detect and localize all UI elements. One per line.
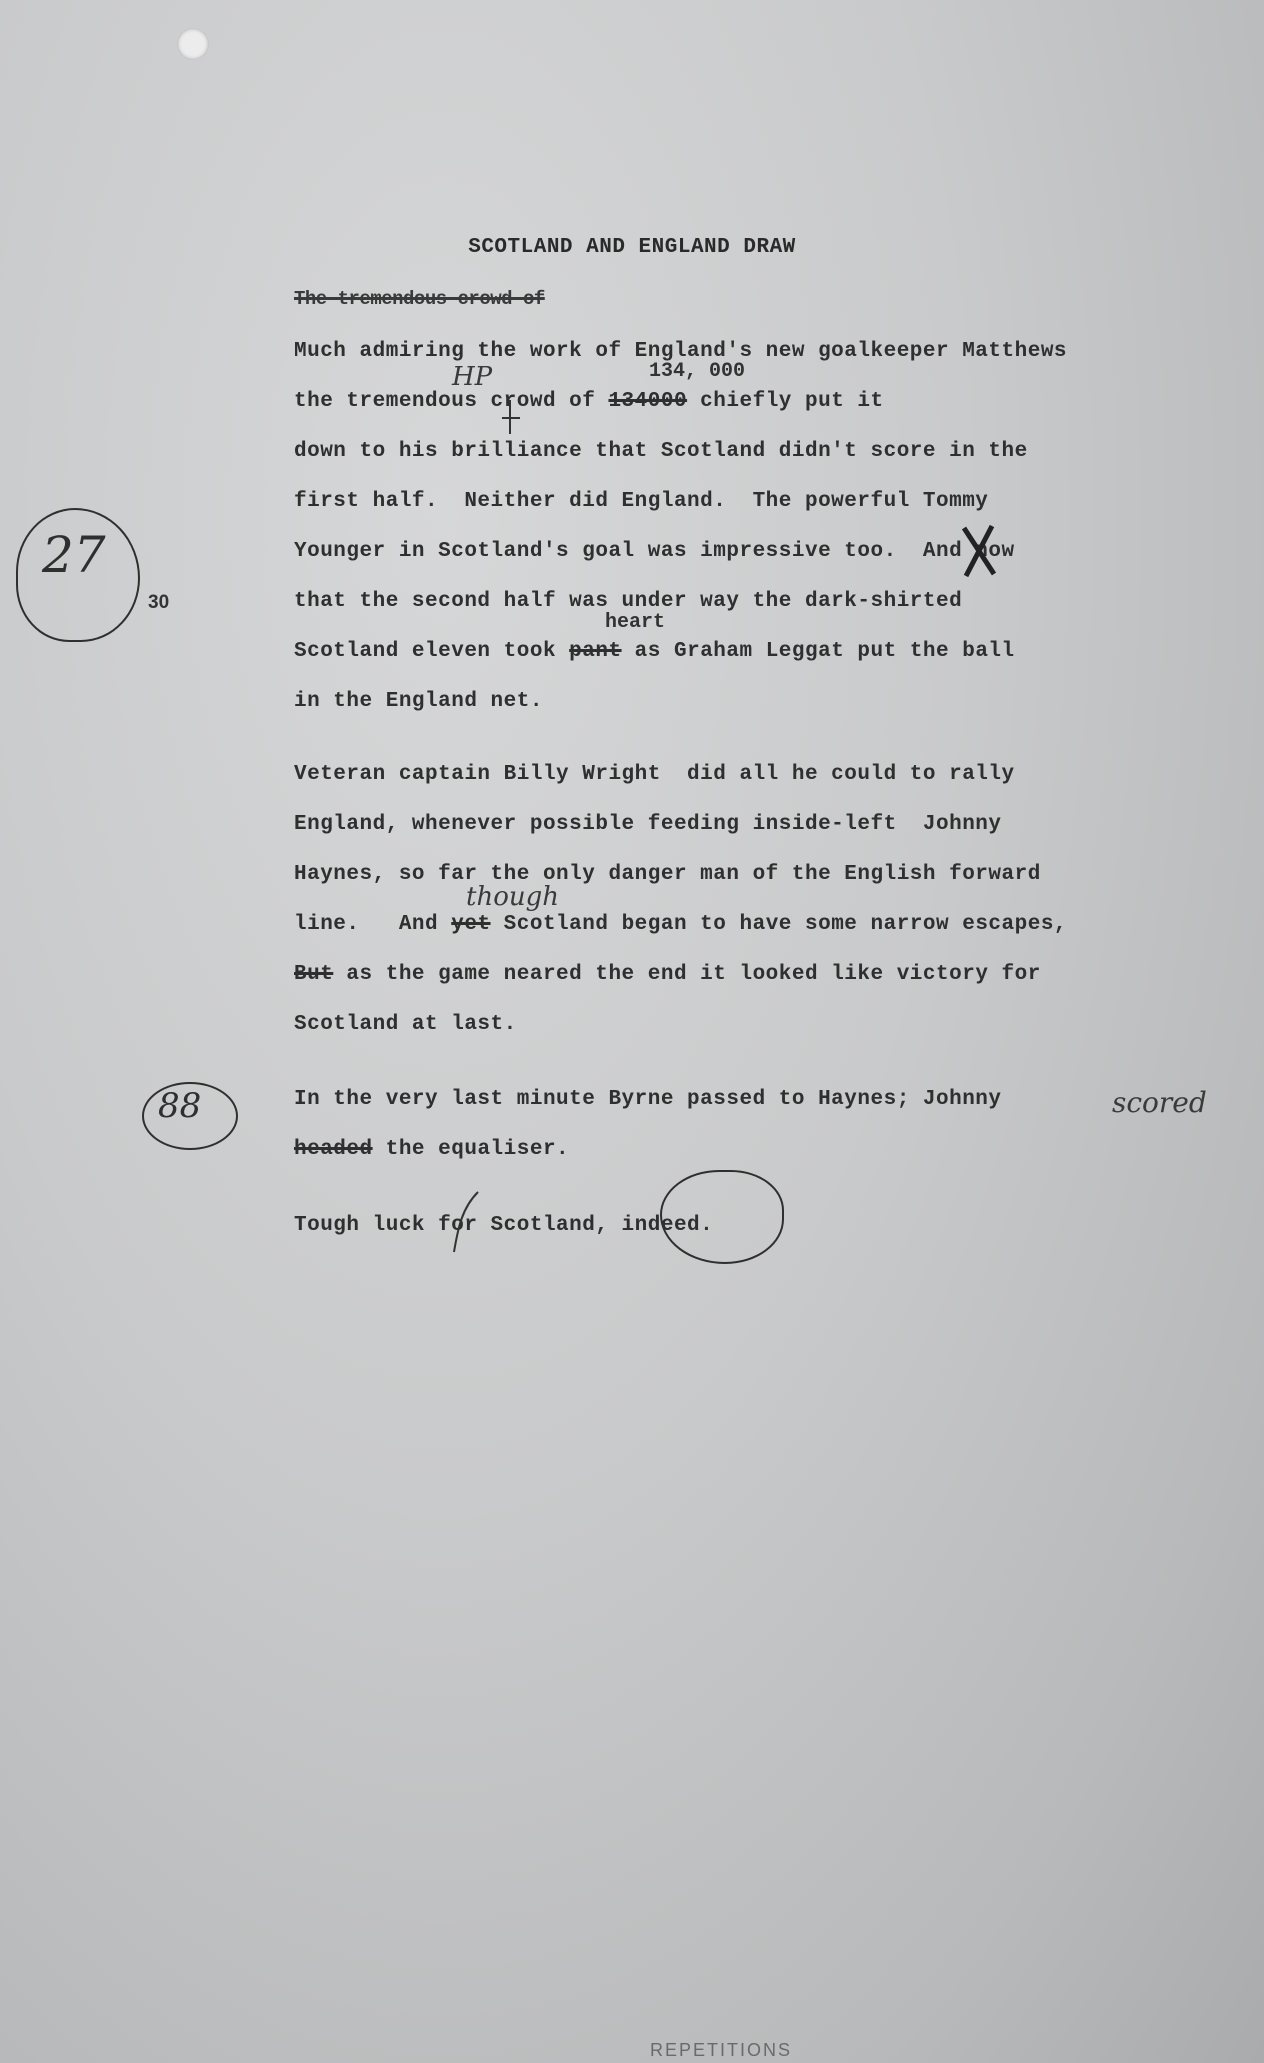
handwritten-hp-mark: HP	[452, 362, 493, 392]
bracket-mark	[448, 1188, 488, 1258]
line-text-before: the tremendous crowd of	[294, 390, 609, 413]
text-line: in the England net.	[294, 690, 543, 713]
margin-number-30: 30	[148, 592, 170, 613]
footer-stamp: REPETITIONS	[650, 2040, 793, 2060]
circled-number-88: 88	[158, 1086, 202, 1126]
text-line	[294, 1125, 1174, 1175]
paragraph-2	[294, 750, 1174, 1050]
text-line: that the second half was under way the dark-shirted	[294, 590, 963, 613]
text-line: Much admiring the work of England's new goalkeeper Matthews	[294, 340, 1068, 363]
text-line: down to his brilliance that Scotland didn't score in the	[294, 440, 1028, 463]
struck-word: pant	[569, 640, 622, 663]
inserted-crowd-number: 134, 000	[649, 360, 746, 383]
line-text-after: Scotland began to have some narrow escapes,	[490, 913, 1068, 936]
document-title: SCOTLAND AND ENGLAND DRAW	[468, 236, 796, 259]
indeed-circle-annotation	[660, 1170, 784, 1264]
punch-hole	[177, 28, 209, 60]
struck-word: But	[294, 963, 334, 986]
line-text-before: line. And	[294, 913, 452, 936]
handwritten-though: though	[466, 882, 559, 912]
line-text-before: Scotland eleven took	[294, 640, 570, 663]
text-line: In the very last minute Byrne passed to Haynes; Johnny	[294, 1088, 1002, 1111]
text-line: Tough luck for Scotland, indeed.	[294, 1214, 714, 1237]
text-line: England, whenever possible feeding inside-left Johnny	[294, 813, 1002, 836]
text-line	[294, 950, 1174, 1000]
struck-word: headed	[294, 1138, 373, 1161]
struck-opening-line: The tremendous crowd of	[294, 288, 545, 310]
text-line: first half. Neither did England. The powerful Tommy	[294, 490, 989, 513]
circled-number-27: 27	[42, 526, 106, 584]
text-line	[294, 627, 1174, 677]
handwritten-scored: scored	[1112, 1086, 1207, 1119]
hp-insert-mark	[498, 398, 528, 438]
line-text-after: as Graham Leggat put the ball	[621, 640, 1015, 663]
inserted-heart: heart	[605, 611, 666, 634]
line-text-after: as the game neared the end it looked like victory for	[333, 963, 1041, 986]
paragraph-1	[294, 327, 1174, 727]
text-line	[294, 377, 1174, 427]
line-text-after: chiefly put it	[687, 390, 884, 413]
struck-word: yet	[451, 913, 491, 936]
text-line: Veteran captain Billy Wright did all he could to rally	[294, 763, 1015, 786]
cross-mark	[958, 520, 1002, 582]
text-line: Scotland at last.	[294, 1013, 517, 1036]
struck-word: 134000	[608, 390, 688, 413]
text-line: Younger in Scotland's goal was impressive too. And now	[294, 540, 1015, 563]
paragraph-3	[294, 1075, 1174, 1175]
line-text-after: the equaliser.	[372, 1138, 570, 1161]
text-line	[294, 900, 1174, 950]
text-line: Haynes, so far the only danger man of the English forward	[294, 863, 1041, 886]
